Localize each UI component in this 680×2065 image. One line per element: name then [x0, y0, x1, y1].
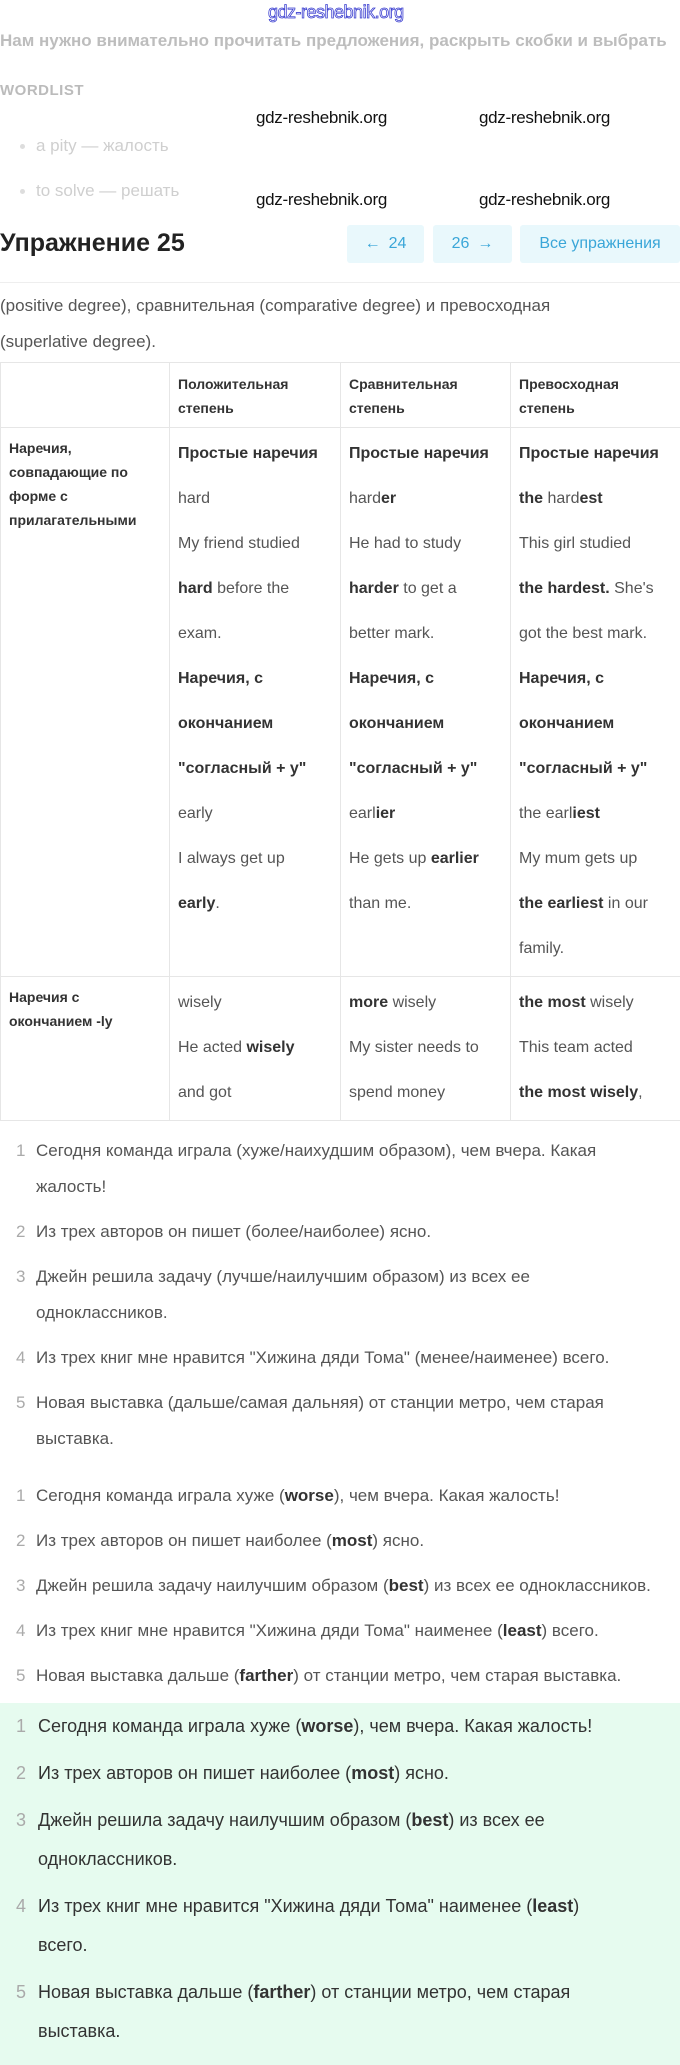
bold-answer-word: best — [411, 1810, 448, 1830]
item-text — [38, 1887, 680, 1965]
table-header-cell: Превосходная степень — [511, 363, 680, 428]
cell-line — [519, 1030, 672, 1066]
cell-line — [519, 1075, 672, 1111]
cell-line — [178, 1030, 332, 1066]
item-number: 2 — [0, 1214, 36, 1250]
table-row — [1, 977, 680, 1121]
item-number: 4 — [0, 1340, 36, 1376]
bold-answer-word: early — [178, 895, 215, 912]
bold-answer-word: farther — [239, 1666, 293, 1685]
item-text — [36, 1568, 680, 1604]
list-item — [0, 1133, 680, 1205]
item-text — [36, 1259, 680, 1331]
item-text — [36, 1658, 680, 1694]
text-segment: wisely — [586, 994, 634, 1011]
text-segment: better mark. — [349, 625, 434, 642]
list-item — [0, 1478, 680, 1514]
text-segment: Из трех книг мне нравится "Хижина дяди Тома" наименее ( — [36, 1621, 503, 1640]
text-segment: than me. — [349, 895, 411, 912]
cell-line — [519, 706, 672, 742]
cell-line — [349, 661, 502, 697]
cell-line — [349, 571, 502, 607]
text-segment: This girl studied — [519, 535, 631, 552]
cell-line — [178, 1075, 332, 1111]
text-segment: Наречия, с — [178, 670, 263, 687]
text-segment: hard — [349, 490, 381, 507]
next-exercise-button[interactable] — [433, 225, 512, 263]
table-cell — [341, 428, 511, 977]
bold-answer-word: the earliest — [519, 895, 603, 912]
bold-answer-word: most — [351, 1763, 394, 1783]
text-segment: "согласный + у" — [178, 760, 306, 777]
cell-line — [349, 526, 502, 562]
text-segment: My mum gets up — [519, 850, 637, 867]
text-segment: Новая выставка дальше ( — [36, 1666, 239, 1685]
exercise-title: Упражнение 25 — [0, 229, 185, 258]
list-item — [0, 1340, 680, 1376]
text-segment: Сегодня команда играла хуже ( — [36, 1486, 285, 1505]
text-segment: Новая выставка (дальше/самая дальняя) от станции метро, чем старая выставка. — [36, 1393, 604, 1448]
text-segment: окончанием — [349, 715, 444, 732]
item-number: 3 — [0, 1259, 36, 1331]
bold-answer-word: est — [579, 490, 602, 507]
row-label: Наречия, совпадающие по форме с прилагательными — [1, 428, 170, 977]
all-exercises-button[interactable] — [520, 225, 680, 263]
text-segment: ), чем вчера. Какая жалость! — [334, 1486, 560, 1505]
bold-answer-word: worse — [285, 1486, 334, 1505]
text-segment: He acted — [178, 1039, 246, 1056]
text-segment: ) от станции метро, чем старая выставка. — [38, 1982, 570, 2041]
text-segment: "согласный + у" — [519, 760, 647, 777]
text-segment: "согласный + у" — [349, 760, 477, 777]
list-item — [0, 1973, 680, 2051]
bold-answer-word: earlier — [431, 850, 479, 867]
cell-line — [349, 796, 502, 832]
text-segment: Джейн решила задачу наилучшим образом ( — [38, 1810, 411, 1830]
text-segment: окончанием — [519, 715, 614, 732]
text-segment: wisely — [178, 994, 222, 1011]
item-number: 2 — [0, 1754, 38, 1793]
text-segment: Сегодня команда играла (хуже/наихудшим образом), чем вчера. Какая жалость! — [36, 1141, 596, 1196]
cell-line — [178, 886, 332, 922]
item-text — [36, 1340, 680, 1376]
watermark-text: gdz-reshebnik.org — [479, 190, 610, 210]
list-item — [0, 1523, 680, 1559]
questions-list — [0, 1121, 680, 1457]
text-segment: hard — [543, 490, 579, 507]
cell-line — [178, 526, 332, 562]
text-segment: Наречия, с — [519, 670, 604, 687]
bold-answer-word: the hardest. — [519, 580, 610, 597]
text-segment: Джейн решила задачу наилучшим образом ( — [36, 1576, 389, 1595]
table-header-row — [1, 363, 680, 428]
cell-line — [178, 751, 332, 787]
cell-line — [519, 661, 672, 697]
watermark-text: gdz-reshebnik.org — [256, 190, 387, 210]
text-segment: She's — [610, 580, 654, 597]
arrow-right-icon: → — [477, 235, 493, 253]
wordlist-item-text: a pity — жалость — [36, 136, 169, 155]
bold-answer-word: the most wisely — [519, 1084, 638, 1101]
cell-line — [519, 616, 672, 652]
list-item — [0, 1385, 680, 1457]
text-segment: Из трех книг мне нравится "Хижина дяди Тома" (менее/наименее) всего. — [36, 1348, 609, 1367]
answers-list — [0, 1466, 680, 1694]
item-number: 5 — [0, 1385, 36, 1457]
prev-exercise-number: 24 — [389, 235, 407, 253]
bullet-icon — [20, 144, 25, 149]
bold-answer-word: best — [389, 1576, 424, 1595]
text-segment: My friend studied — [178, 535, 300, 552]
list-item — [0, 1887, 680, 1965]
cell-line — [178, 481, 332, 517]
table-header-cell: Сравнительная степень — [341, 363, 511, 428]
item-number: 3 — [0, 1568, 36, 1604]
text-segment: earl — [349, 805, 376, 822]
text-segment: , — [638, 1084, 642, 1101]
text-segment: Из трех книг мне нравится "Хижина дяди Тома" наименее ( — [38, 1896, 532, 1916]
cell-line — [519, 751, 672, 787]
text-segment: spend money — [349, 1084, 445, 1101]
bold-answer-word: farther — [253, 1982, 310, 2002]
cell-line — [519, 571, 672, 607]
text-segment: ) из всех ее одноклассников. — [424, 1576, 651, 1595]
text-segment: He gets up — [349, 850, 431, 867]
cell-line — [519, 526, 672, 562]
text-segment: ) всего. — [38, 1896, 579, 1955]
cell-line — [178, 841, 332, 877]
text-segment: got the best mark. — [519, 625, 647, 642]
table-header-cell — [1, 363, 170, 428]
text-segment: exam. — [178, 625, 222, 642]
text-segment: family. — [519, 940, 564, 957]
text-segment: the earl — [519, 805, 572, 822]
item-text — [38, 1973, 680, 2051]
answer-highlight-panel — [0, 1703, 680, 2065]
bold-answer-word: most — [332, 1531, 373, 1550]
list-item — [0, 1214, 680, 1250]
cell-line — [178, 985, 332, 1021]
cell-line — [178, 796, 332, 832]
divider — [0, 282, 680, 283]
text-segment: Из трех авторов он пишет (более/наиболее) ясно. — [36, 1222, 431, 1241]
item-text — [36, 1214, 680, 1250]
item-text — [38, 1801, 680, 1879]
text-segment: ), чем вчера. Какая жалость! — [353, 1716, 592, 1736]
item-number: 5 — [0, 1973, 38, 2051]
cell-line — [349, 1030, 502, 1066]
wordlist-heading: WORDLIST — [0, 82, 84, 99]
cell-line — [349, 1075, 502, 1111]
item-number: 4 — [0, 1887, 38, 1965]
cell-line — [349, 616, 502, 652]
cell-line — [349, 436, 502, 472]
watermark-text: gdz-reshebnik.org — [256, 108, 387, 128]
cell-line — [349, 751, 502, 787]
cell-line — [349, 841, 502, 877]
bullet-icon — [20, 189, 25, 194]
table-cell — [170, 977, 341, 1121]
text-segment: Из трех авторов он пишет наиболее ( — [36, 1531, 332, 1550]
text-segment: ) всего. — [542, 1621, 599, 1640]
bold-answer-word: the — [519, 490, 543, 507]
row-label: Наречия с окончанием -ly — [1, 977, 170, 1121]
wordlist-item — [20, 136, 169, 156]
cell-line — [178, 436, 332, 472]
cell-line — [519, 841, 672, 877]
answers-list-highlighted — [0, 1707, 680, 2051]
cell-line — [519, 796, 672, 832]
list-item — [0, 1658, 680, 1694]
table-cell — [170, 428, 341, 977]
bold-answer-word: iest — [572, 805, 600, 822]
text-segment: and got — [178, 1084, 231, 1101]
text-segment: wisely — [388, 994, 436, 1011]
text-segment: I always get up — [178, 850, 285, 867]
table-cell — [341, 977, 511, 1121]
cell-line — [178, 616, 332, 652]
item-number: 5 — [0, 1658, 36, 1694]
bold-answer-word: wisely — [246, 1039, 294, 1056]
bold-answer-word: least — [532, 1896, 573, 1916]
text-segment: My sister needs to — [349, 1039, 479, 1056]
item-text — [38, 1754, 680, 1793]
cell-line — [178, 571, 332, 607]
wordlist-item-text: to solve — решать — [36, 181, 179, 200]
item-number: 1 — [0, 1133, 36, 1205]
text-segment: Простые наречия — [349, 445, 489, 462]
intro-text: Нам нужно внимательно прочитать предложения, раскрыть скобки и выбрать — [0, 31, 680, 51]
list-item — [0, 1754, 680, 1793]
bold-answer-word: more — [349, 994, 388, 1011]
text-segment: окончанием — [178, 715, 273, 732]
text-segment: Простые наречия — [519, 445, 659, 462]
item-text — [38, 1707, 680, 1746]
theory-text: (superlative degree). — [0, 332, 156, 352]
cell-line — [519, 436, 672, 472]
text-segment: hard — [178, 490, 210, 507]
text-segment: This team acted — [519, 1039, 633, 1056]
cell-line — [349, 706, 502, 742]
text-segment: He had to study — [349, 535, 461, 552]
text-segment: ) ясно. — [394, 1763, 449, 1783]
text-segment: to get a — [399, 580, 457, 597]
bold-answer-word: harder — [349, 580, 399, 597]
cell-line — [519, 985, 672, 1021]
site-watermark-logo: gdz-reshebnik.org — [268, 2, 404, 23]
list-item — [0, 1707, 680, 1746]
item-text — [36, 1613, 680, 1649]
table-cell — [511, 977, 680, 1121]
table-row — [1, 428, 680, 977]
item-text — [36, 1478, 680, 1514]
text-segment: before the — [213, 580, 290, 597]
list-item — [0, 1568, 680, 1604]
next-exercise-number: 26 — [452, 235, 470, 253]
item-number: 1 — [0, 1478, 36, 1514]
wordlist-item — [20, 181, 179, 201]
item-number: 3 — [0, 1801, 38, 1879]
degrees-table — [0, 362, 680, 1121]
text-segment: ) из всех ее одноклассников. — [38, 1810, 545, 1869]
watermark-text: gdz-reshebnik.org — [479, 108, 610, 128]
table-cell — [511, 428, 680, 977]
text-segment: ) ясно. — [372, 1531, 424, 1550]
item-number: 2 — [0, 1523, 36, 1559]
prev-exercise-button[interactable] — [347, 225, 424, 263]
text-segment: Новая выставка дальше ( — [38, 1982, 253, 2002]
list-item — [0, 1259, 680, 1331]
item-text — [36, 1133, 680, 1205]
all-exercises-label: Все упражнения — [539, 235, 660, 253]
bold-answer-word: ier — [376, 805, 396, 822]
item-number: 1 — [0, 1707, 38, 1746]
cell-line — [178, 661, 332, 697]
text-segment: ) от станции метро, чем старая выставка. — [293, 1666, 621, 1685]
cell-line — [519, 931, 672, 967]
item-text — [36, 1523, 680, 1559]
theory-text: (positive degree), сравнительная (comparative degree) и превосходная — [0, 296, 550, 316]
cell-line — [349, 985, 502, 1021]
text-segment: Сегодня команда играла хуже ( — [38, 1716, 301, 1736]
text-segment: in our — [603, 895, 647, 912]
text-segment: Простые наречия — [178, 445, 318, 462]
cell-line — [519, 886, 672, 922]
table-header-cell: Положительная степень — [170, 363, 341, 428]
bold-answer-word: least — [503, 1621, 542, 1640]
bold-answer-word: the most — [519, 994, 586, 1011]
bold-answer-word: hard — [178, 580, 213, 597]
cell-line — [519, 481, 672, 517]
text-segment: Джейн решила задачу (лучше/наилучшим образом) из всех ее одноклассников. — [36, 1267, 530, 1322]
cell-line — [178, 706, 332, 742]
cell-line — [349, 886, 502, 922]
text-segment: early — [178, 805, 213, 822]
item-text — [36, 1385, 680, 1457]
bold-answer-word: worse — [301, 1716, 353, 1736]
item-number: 4 — [0, 1613, 36, 1649]
bold-answer-word: er — [381, 490, 396, 507]
list-item — [0, 1801, 680, 1879]
text-segment: Из трех авторов он пишет наиболее ( — [38, 1763, 351, 1783]
list-item — [0, 1613, 680, 1649]
text-segment: Наречия, с — [349, 670, 434, 687]
cell-line — [349, 481, 502, 517]
text-segment: . — [215, 895, 219, 912]
arrow-left-icon: ← — [365, 235, 381, 253]
